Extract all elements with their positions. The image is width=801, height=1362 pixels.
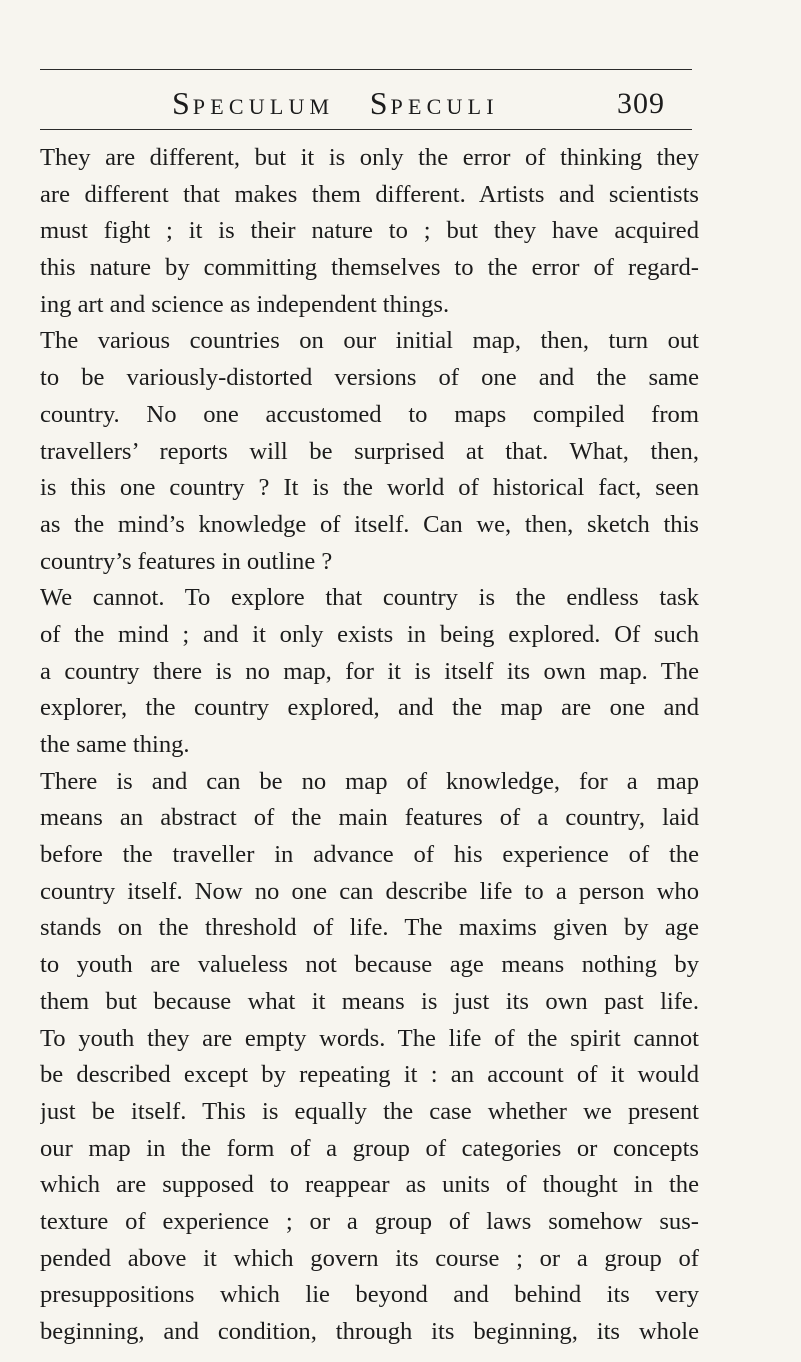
- text-line: presuppositions which lie beyond and behind its very: [40, 1281, 699, 1309]
- text-line: There is and can be no map of knowledge, for a map: [40, 767, 699, 795]
- page-number: 309: [617, 87, 665, 120]
- text-line: They are different, but it is only the error of thinking they: [40, 144, 699, 171]
- running-head-initial-1: S: [172, 85, 193, 121]
- text-line: this nature by committing themselves to the error of regard-: [40, 254, 699, 282]
- running-head-initial-2: S: [369, 85, 391, 121]
- text-line: are different that makes them different. Artists and scientists: [40, 180, 699, 208]
- text-line: stands on the threshold of life. The maxims given by age: [40, 914, 699, 942]
- text-line: To youth they are empty words. The life of the spirit cannot: [40, 1024, 699, 1052]
- text-line: must fight ; it is their nature to ; but they have acquired: [40, 217, 699, 245]
- header-top-rule: [40, 69, 692, 70]
- text-line: beginning, and condition, through its beginning, its whole: [40, 1318, 699, 1345]
- text-line: to youth are valueless not because age means nothing by: [40, 951, 699, 979]
- text-line: a country there is no map, for it is itself its own map. The: [40, 657, 699, 685]
- text-line: which are supposed to reappear as units of thought in the: [40, 1171, 699, 1199]
- header-bottom-rule: [40, 129, 692, 130]
- text-line: The various countries on our initial map, then, turn out: [40, 327, 699, 355]
- text-line: country’s features in outline ?: [40, 547, 333, 575]
- text-line: travellers’ reports will be surprised at that. What, then,: [40, 437, 699, 465]
- running-head: [172, 83, 499, 123]
- text-line: ing art and science as independent things.: [40, 290, 450, 318]
- text-line: of the mind ; and it only exists in being explored. Of such: [40, 620, 699, 648]
- text-line: the same thing.: [40, 731, 190, 758]
- text-line: as the mind’s knowledge of itself. Can we, then, sketch this: [40, 510, 699, 538]
- body-text: [40, 140, 699, 1351]
- running-head-word-2: PECULI: [390, 94, 499, 119]
- text-line: is this one country ? It is the world of historical fact, seen: [40, 474, 699, 502]
- text-line: means an abstract of the main features of a country, laid: [40, 804, 699, 832]
- text-line: our map in the form of a group of categories or concepts: [40, 1134, 699, 1162]
- text-line: to be variously-distorted versions of one and the same: [40, 364, 699, 392]
- text-line: be described except by repeating it : an account of it would: [40, 1061, 699, 1089]
- text-line: explorer, the country explored, and the map are one and: [40, 694, 699, 722]
- text-line: texture of experience ; or a group of laws somehow sus-: [40, 1207, 699, 1235]
- text-line: just be itself. This is equally the case whether we present: [40, 1097, 699, 1125]
- text-line: We cannot. To explore that country is the endless task: [40, 584, 699, 612]
- text-line: country itself. Now no one can describe life to a person who: [40, 877, 699, 905]
- running-head-word-1: PECULUM: [192, 94, 335, 119]
- text-line: country. No one accustomed to maps compiled from: [40, 400, 699, 428]
- text-line: pended above it which govern its course ; or a group of: [40, 1244, 699, 1272]
- text-line: them but because what it means is just its own past life.: [40, 987, 699, 1015]
- text-line: before the traveller in advance of his experience of the: [40, 841, 699, 869]
